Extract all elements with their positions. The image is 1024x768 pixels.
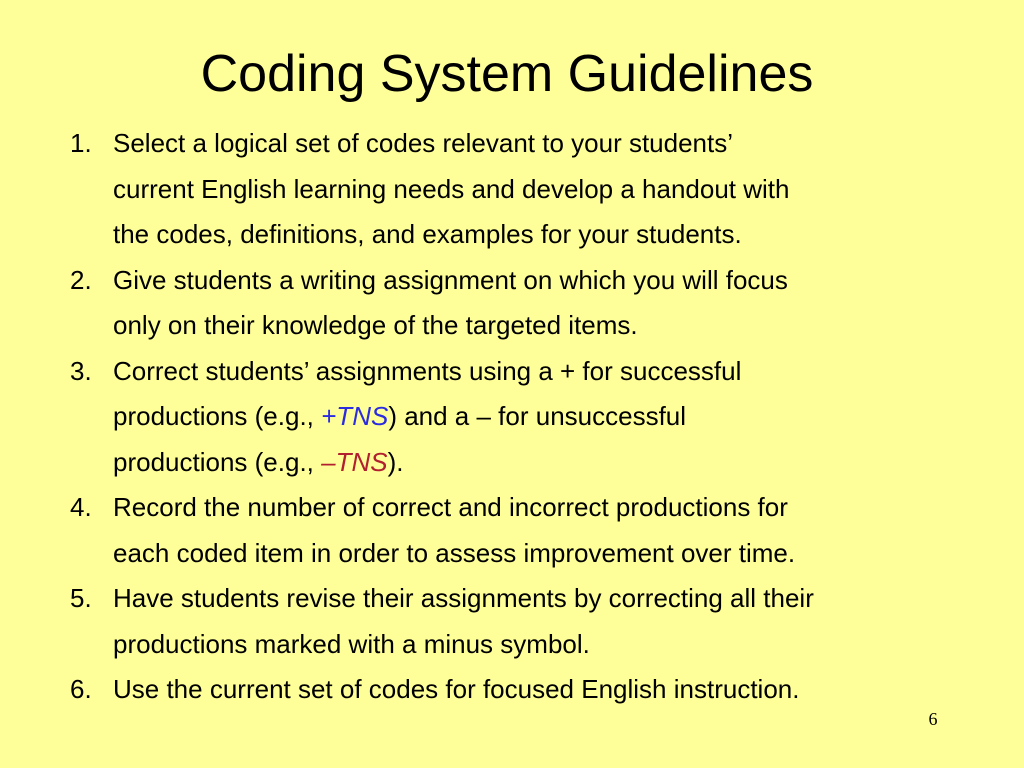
page-number: 6 xyxy=(928,709,938,729)
item-text-segment: ) and a – for unsuccessful xyxy=(388,401,687,431)
item-number: 5. xyxy=(70,583,92,613)
item-line: only on their knowledge of the targeted items. xyxy=(113,310,638,340)
item-text xyxy=(113,576,970,667)
guidelines-list xyxy=(70,121,970,713)
list-item xyxy=(70,349,970,486)
item-text-segment: productions (e.g., xyxy=(113,446,322,477)
item-number: 6. xyxy=(70,674,92,704)
list-item xyxy=(70,258,970,349)
item-line: Give students a writing assignment on which you will focus xyxy=(113,264,788,295)
list-item xyxy=(70,667,970,713)
item-number: 3. xyxy=(70,355,92,386)
item-line: Record the number of correct and incorrect productions for xyxy=(113,492,788,522)
item-line: each coded item in order to assess improvement over time. xyxy=(113,537,796,568)
item-text-segment: productions (e.g., xyxy=(113,401,322,431)
item-text xyxy=(113,121,970,258)
item-text xyxy=(113,258,970,349)
list-item xyxy=(70,485,970,576)
item-text xyxy=(113,667,970,713)
item-line: Correct students’ assignments using a + for successful xyxy=(113,355,742,386)
list-item xyxy=(70,121,970,258)
item-line: Select a logical set of codes relevant to your students’ xyxy=(113,128,734,158)
item-line: productions marked with a minus symbol. xyxy=(113,628,590,659)
item-number: 4. xyxy=(70,492,92,522)
plus-tns-code: +TNS xyxy=(321,401,389,431)
item-line: Have students revise their assignments by correcting all their xyxy=(113,583,814,613)
item-line: current English learning needs and develop a handout with xyxy=(113,173,790,204)
slide-title: Coding System Guidelines xyxy=(200,45,814,103)
list-item xyxy=(70,576,970,667)
item-line xyxy=(113,394,970,440)
item-line: the codes, definitions, and examples for your students. xyxy=(113,219,742,249)
item-number: 1. xyxy=(70,128,92,158)
item-line xyxy=(113,440,970,486)
minus-tns-code: –TNS xyxy=(321,446,388,477)
item-number: 2. xyxy=(70,264,92,295)
item-text-segment: ). xyxy=(387,446,404,477)
item-text xyxy=(113,349,970,486)
item-line: Use the current set of codes for focused English instruction. xyxy=(113,674,800,704)
item-text xyxy=(113,485,970,576)
